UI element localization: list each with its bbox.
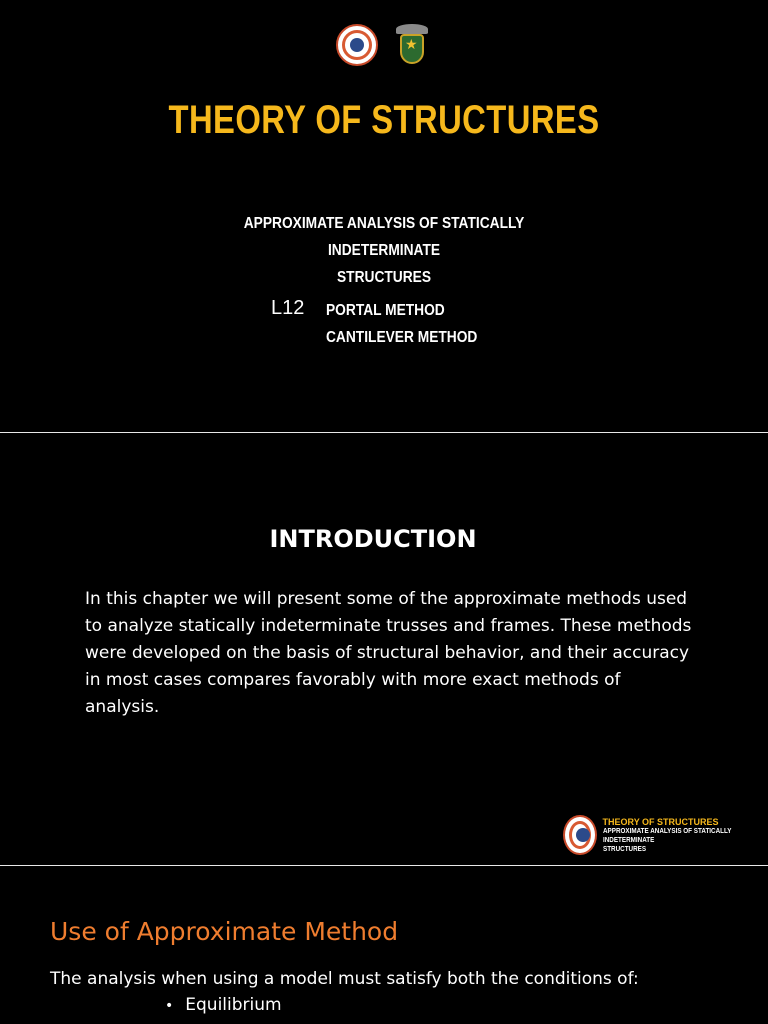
subtitle-line-1: APPROXIMATE ANALYSIS OF STATICALLY INDETERMINATE <box>243 215 525 259</box>
list-item-text: Equilibrium <box>185 995 282 1015</box>
list-item <box>165 995 282 1017</box>
slide-heading: Use of Approximate Method <box>50 917 399 946</box>
course-title: THEORY OF STRUCTURES <box>168 98 600 142</box>
college-crest-icon: ★ <box>392 24 432 70</box>
footer-subtitle-line-2: STRUCTURES <box>602 845 646 853</box>
lesson-topics <box>326 297 477 351</box>
approximate-method-slide <box>0 867 768 1024</box>
logo-row <box>0 24 768 70</box>
slide-body-text: The analysis when using a model must satisfy both the conditions of: <box>50 969 639 989</box>
bullet-list <box>165 995 282 1017</box>
title-slide <box>0 0 768 432</box>
footer-text <box>603 817 768 854</box>
slide-divider <box>0 432 768 433</box>
bullet-icon: • <box>165 998 174 1014</box>
footer-title: THEORY OF STRUCTURES <box>602 816 719 827</box>
university-seal-icon <box>563 815 597 855</box>
slide-body-text: In this chapter we will present some of the approximate methods used to analyze statically indeterminate trusses and frames. These methods were developed on the basis of structural behavior, and their accuracy in most cases compares favorably with more exact methods of analysis. <box>85 589 692 717</box>
university-seal-icon <box>336 24 378 66</box>
footer-subtitle-line-1: APPROXIMATE ANALYSIS OF STATICALLY INDETERMINATE <box>602 827 731 844</box>
lecture-subtitle <box>195 210 573 291</box>
slide-heading: INTRODUCTION <box>269 525 477 553</box>
lesson-code: L12 <box>271 297 305 319</box>
topic-item: CANTILEVER METHOD <box>326 329 478 346</box>
topic-item: PORTAL METHOD <box>326 302 445 319</box>
slide-divider <box>0 865 768 866</box>
footer-brand <box>563 815 768 855</box>
subtitle-line-2: STRUCTURES <box>336 269 432 286</box>
introduction-slide <box>0 434 768 865</box>
